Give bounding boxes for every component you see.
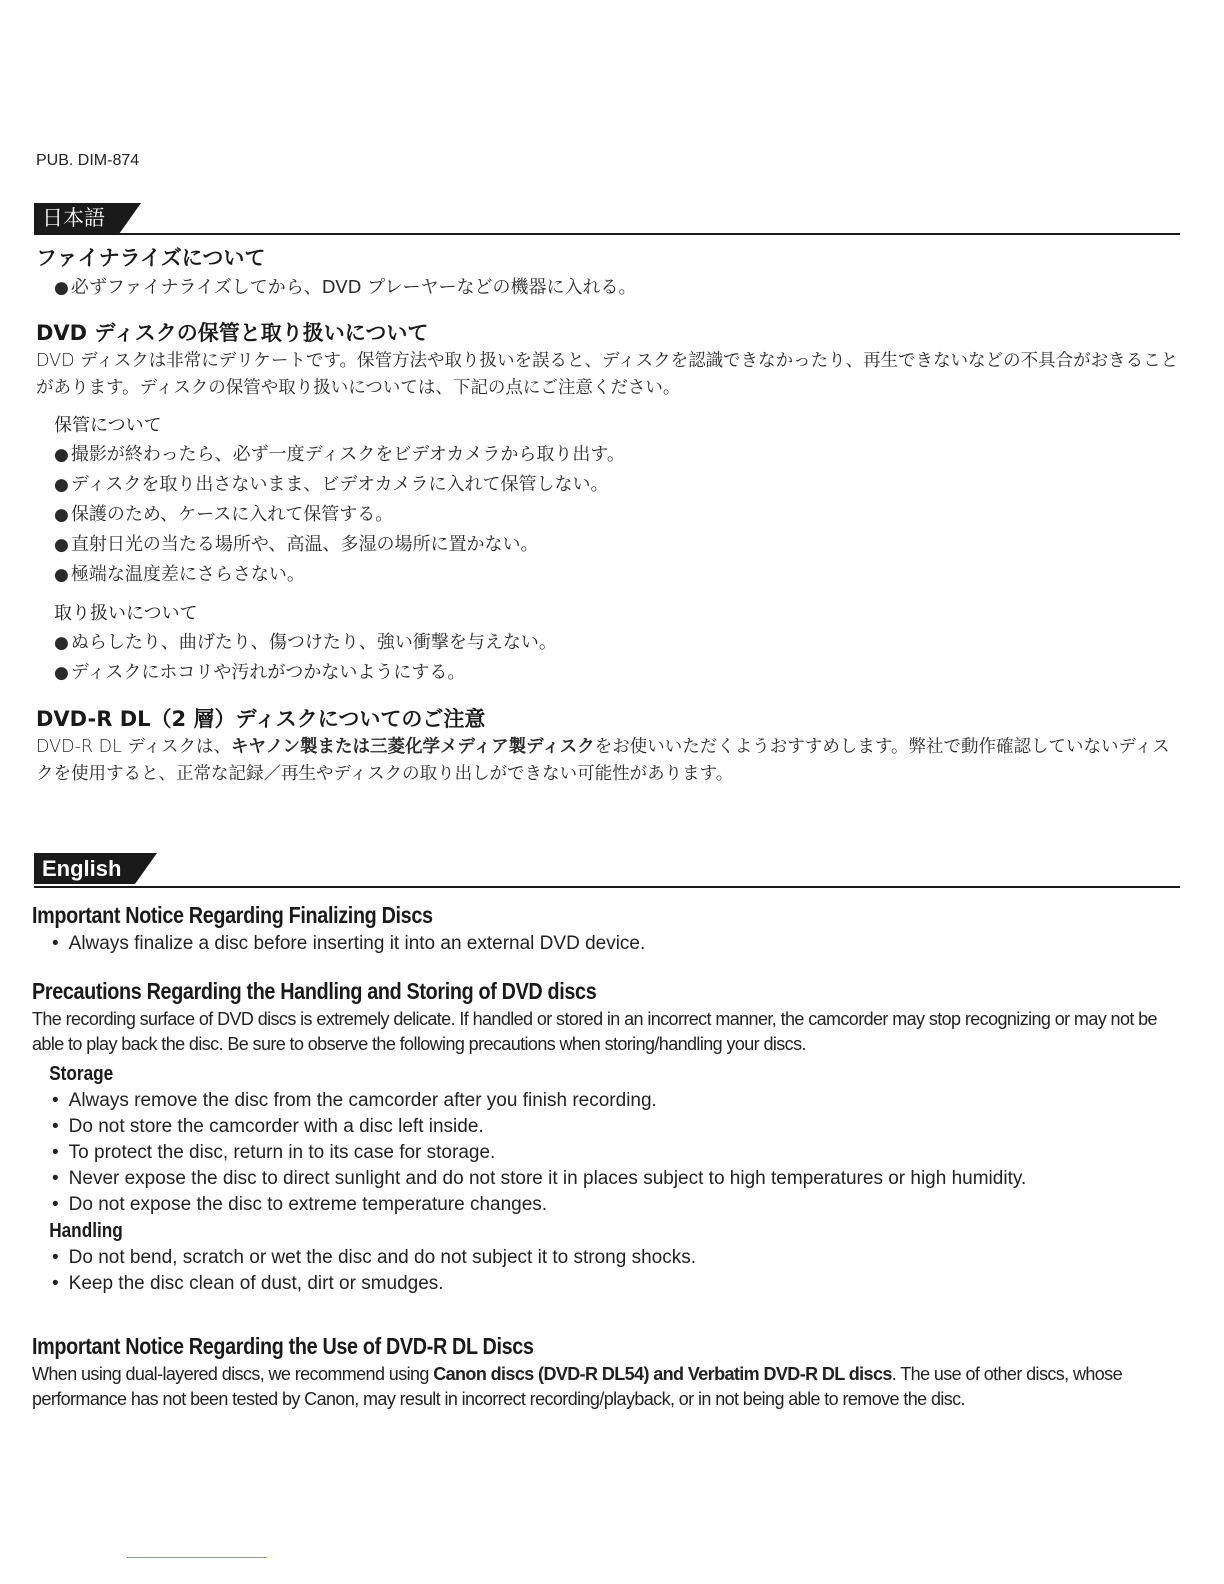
en-handling-list xyxy=(32,1245,1182,1297)
en-dl-body xyxy=(32,1362,1182,1412)
en-dl-heading: Important Notice Regarding the Use of DVD-R DL Discs xyxy=(32,1333,534,1359)
list-item: ● 保護のため、ケースに入れて保管する。 xyxy=(54,500,1182,530)
footer-rule xyxy=(127,1557,267,1558)
jp-care-body: DVD ディスクは非常にデリケートです。保管方法や取り扱いを誤ると、ディスクを認識できなかったり、再生できないなどの不具合がおきることがあります。ディスクの保管や取り扱いについては、下記の点にご注意ください。 xyxy=(36,351,1179,398)
list-item: • Keep the disc clean of dust, dirt or smudges. xyxy=(52,1271,1182,1297)
jp-handling-heading: 取り扱いについて xyxy=(54,603,198,624)
en-storage-list xyxy=(32,1088,1182,1218)
english-tab-label: English xyxy=(34,853,135,884)
list-item: • Always finalize a disc before inserting it into an external DVD device. xyxy=(52,931,1182,957)
en-care-body: The recording surface of DVD discs is extremely delicate. If handled or stored in an incorrect manner, the camcorder may stop recognizing or may not be able to play back the disc. Be sure to observe the following precautions when storing/handling your discs. xyxy=(32,1009,1157,1054)
jp-finalize-heading: ファイナライズについて xyxy=(36,246,266,270)
list-item: ● ぬらしたり、曲げたり、傷つけたり、強い衝撃を与えない。 xyxy=(54,628,1182,658)
jp-dl-body-suffix: をお使いいただくようおすすめします。弊社で動作確認していないディスクを使用すると、正常な記録／再生やディスクの取り出しができない可能性があります。 xyxy=(36,737,1170,784)
en-care-section xyxy=(32,975,1182,1297)
list-item: ● ディスクを取り出さないまま、ビデオカメラに入れて保管しない。 xyxy=(54,470,1182,500)
jp-finalize-list xyxy=(36,273,1182,303)
en-finalize-list xyxy=(32,931,1182,957)
en-dl-body-bold: Canon discs (DVD-R DL54) and Verbatim DVD-R DL discs xyxy=(433,1364,892,1384)
english-section-header xyxy=(34,853,1180,885)
jp-dl-body xyxy=(36,734,1182,788)
en-finalize-heading: Important Notice Regarding Finalizing Discs xyxy=(32,902,433,928)
list-item: • Do not bend, scratch or wet the disc and do not subject it to strong shocks. xyxy=(52,1245,1182,1271)
list-item: ● 撮影が終わったら、必ず一度ディスクをビデオカメラから取り出す。 xyxy=(54,440,1182,470)
list-item: • Do not store the camcorder with a disc left inside. xyxy=(52,1114,1182,1140)
en-handling-heading: Handling xyxy=(49,1220,123,1242)
japanese-section-header xyxy=(34,203,1180,235)
list-item: ● ディスクにホコリや汚れがつかないようにする。 xyxy=(54,658,1182,688)
jp-storage-list xyxy=(36,440,1182,590)
japanese-tab-label: 日本語 xyxy=(34,203,119,234)
list-item: ● 必ずファイナライズしてから、DVD プレーヤーなどの機器に入れる。 xyxy=(54,273,1182,303)
jp-storage-heading: 保管について xyxy=(54,415,162,436)
en-dl-section xyxy=(32,1330,1182,1412)
jp-handling-list xyxy=(36,628,1182,688)
en-dl-body-prefix: When using dual-layered discs, we recommend using xyxy=(32,1364,434,1384)
japanese-section-rule xyxy=(34,233,1180,235)
publication-number: PUB. DIM-874 xyxy=(36,152,140,169)
list-item: • Never expose the disc to direct sunlight and do not store it in places subject to high temperatures or high humidity. xyxy=(52,1166,1182,1192)
list-item: • To protect the disc, return in to its case for storage. xyxy=(52,1140,1182,1166)
jp-care-section xyxy=(36,318,1182,688)
jp-dl-body-prefix: DVD-R DL ディスクは、 xyxy=(36,737,232,757)
jp-finalize-section xyxy=(36,243,1182,303)
english-section-rule xyxy=(34,886,1180,888)
list-item: • Do not expose the disc to extreme temperature changes. xyxy=(52,1192,1182,1218)
list-item: ● 極端な温度差にさらさない。 xyxy=(54,560,1182,590)
jp-dl-body-bold: キヤノン製または三菱化学メディア製ディスク xyxy=(231,737,595,757)
jp-dl-heading: DVD-R DL（2 層）ディスクについてのご注意 xyxy=(36,707,486,731)
list-item: ● 直射日光の当たる場所や、高温、多湿の場所に置かない。 xyxy=(54,530,1182,560)
en-finalize-section xyxy=(32,899,1182,957)
jp-care-heading: DVD ディスクの保管と取り扱いについて xyxy=(36,321,429,345)
en-care-heading: Precautions Regarding the Handling and Storing of DVD discs xyxy=(32,978,597,1004)
jp-dl-section xyxy=(36,704,1182,788)
en-storage-heading: Storage xyxy=(49,1063,114,1085)
list-item: • Always remove the disc from the camcorder after you finish recording. xyxy=(52,1088,1182,1114)
en-dl-body-suffix: . The use of other discs, whose performance has not been tested by Canon, may result in incorrect recording/playback, or in not being able to remove the disc. xyxy=(32,1364,1122,1409)
